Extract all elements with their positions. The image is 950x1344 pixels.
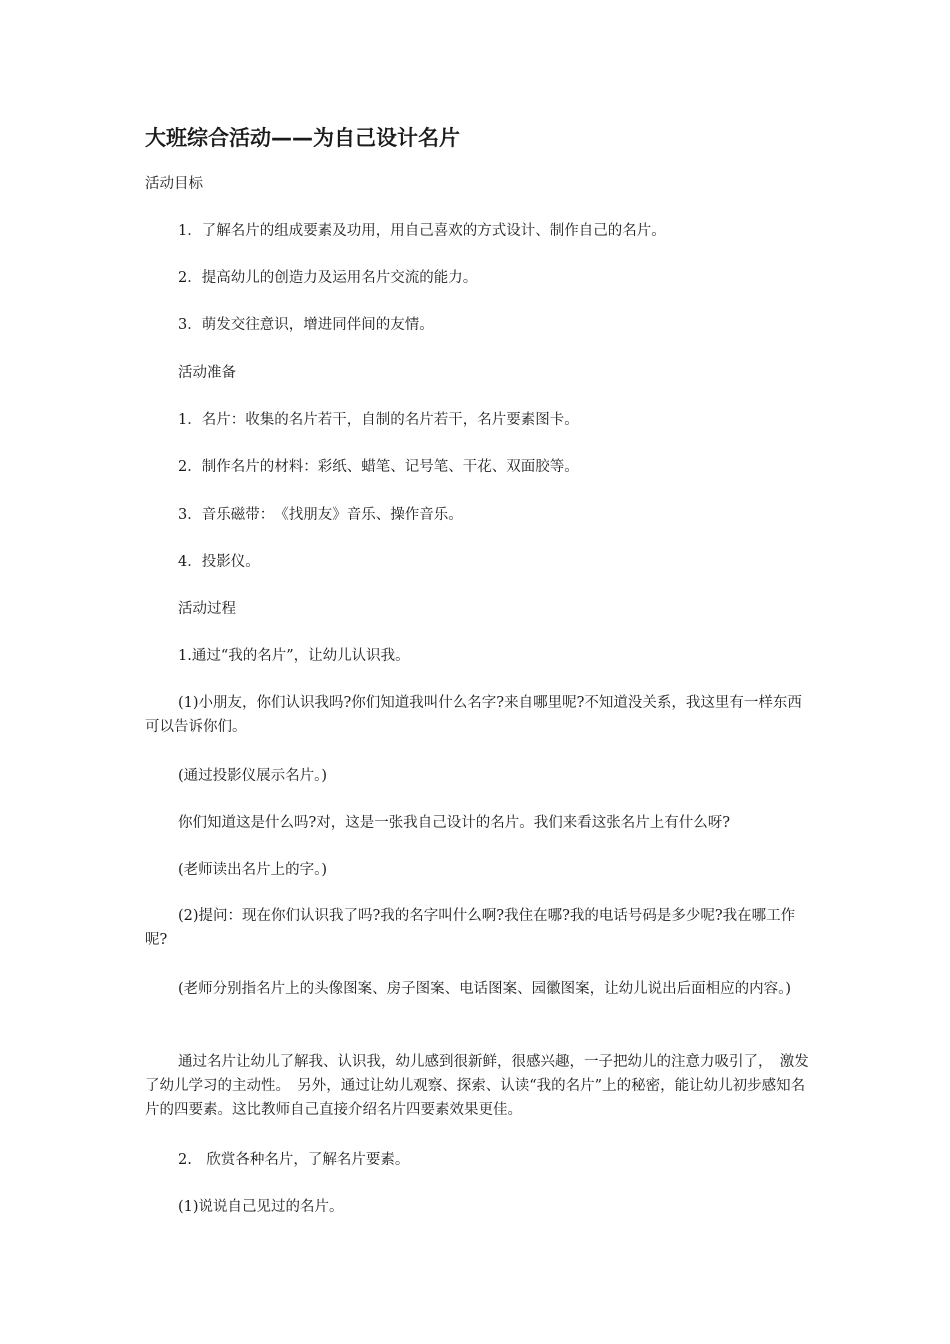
goal-item-1: 1．了解名片的组成要素及功用，用自己喜欢的方式设计、制作自己的名片。 [178,223,666,239]
note-projector: (通过投影仪展示名片。) [178,768,328,784]
process-step-2-1: (1)说说自己见过的名片。 [178,1199,344,1215]
prep-heading: 活动准备 [178,365,236,381]
process-step-1-2: (2)提问：现在你们认识我了吗?我的名字叫什么啊?我住在哪?我的电话号码是多少呢?我在哪工作呢? [145,908,796,948]
goals-heading: 活动目标 [145,176,203,192]
prep-item-1: 1．名片：收集的名片若干，自制的名片若干，名片要素图卡。 [178,412,579,428]
process-step-1-1: (1)小朋友，你们认识我吗?你们知道我叫什么名字?来自哪里呢?不知道没关系，我这里有一样东西可以告诉你们。 [145,695,802,735]
process-step-1: 1.通过“我的名片”，让幼儿认识我。 [178,648,410,664]
note-teacher-points: (老师分别指名片上的头像图案、房子图案、电话图案、园徽图案，让幼儿说出后面相应的内容。) [178,981,792,997]
process-heading: 活动过程 [178,601,236,617]
goal-item-3: 3．萌发交往意识，增进同伴间的友情。 [178,317,434,333]
goal-item-2: 2．提高幼儿的创造力及运用名片交流的能力。 [178,270,478,286]
document-title: 大班综合活动——为自己设计名片 [145,126,460,150]
reflection-paragraph: 通过名片让幼儿了解我、认识我，幼儿感到很新鲜，很感兴趣，一子把幼儿的注意力吸引了， 激发了幼儿学习的主动性。 另外，通过让幼儿观察、探索、认读“我的名片”上的秘密，能让幼儿初步感知名片的四要素。这比教师自己直接介绍名片四要素效果更佳。 [145,1054,809,1118]
question-card: 你们知道这是什么吗?对，这是一张我自己设计的名片。我们来看这张名片上有什么呀? [178,815,731,831]
note-teacher-reads: (老师读出名片上的字。) [178,862,328,878]
prep-item-4: 4．投影仪。 [178,554,260,570]
process-step-2: 2. 欣赏各种名片，了解名片要素。 [178,1152,410,1168]
prep-item-2: 2．制作名片的材料：彩纸、蜡笔、记号笔、干花、双面胶等。 [178,459,579,475]
prep-item-3: 3．音乐磁带： 《找朋友》音乐、操作音乐。 [178,507,463,523]
